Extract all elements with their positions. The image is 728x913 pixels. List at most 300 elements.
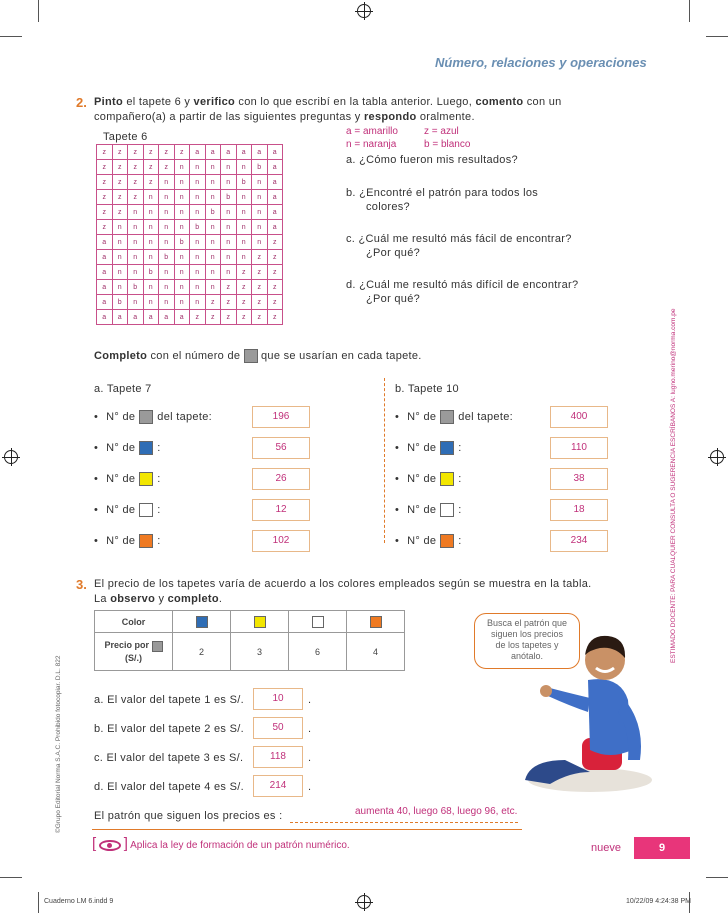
grid-cell: n (174, 160, 190, 175)
bullet: • (395, 473, 400, 485)
color-cell (347, 611, 405, 633)
grid-cell: n (159, 280, 175, 295)
grid-cell: n (221, 220, 237, 235)
grid-cell: n (159, 205, 175, 220)
grid-cell: n (221, 235, 237, 250)
question-b (346, 186, 538, 214)
grid-cell: n (236, 250, 252, 265)
grid-cell: n (236, 190, 252, 205)
footer-note (92, 835, 350, 852)
tapete-label: Tapete 6 (103, 131, 148, 143)
count-row (395, 410, 513, 425)
price-table (94, 610, 405, 671)
answer-box[interactable]: 26 (252, 468, 310, 490)
grid-cell: a (267, 160, 283, 175)
count-row (94, 410, 212, 425)
grid-cell: z (128, 160, 144, 175)
crop-mark (689, 0, 690, 22)
price-row (95, 633, 405, 671)
grid-cell: z (112, 145, 128, 160)
footer-note-text: Aplica la ley de formación de un patrón numérico. (130, 840, 350, 851)
grid-cell: z (128, 175, 144, 190)
registration-mark-icon (357, 895, 371, 909)
grid-cell: z (112, 175, 128, 190)
bubble-line: de los tapetes y (495, 640, 559, 650)
grid-cell: z (267, 265, 283, 280)
row-suffix: del tapete: (157, 411, 212, 423)
white-square-icon (440, 503, 454, 517)
crop-mark (0, 36, 22, 37)
crop-mark (706, 877, 728, 878)
crop-mark (38, 892, 39, 913)
grid-cell: n (190, 265, 206, 280)
text: con lo que escribí en la tabla anterior. Luego, (235, 96, 476, 108)
grid-cell: n (236, 220, 252, 235)
pattern-label: El patrón que siguen los precios es : (94, 810, 283, 822)
grid-row (97, 220, 283, 235)
bullet: • (94, 473, 99, 485)
row-suffix: : (458, 442, 462, 454)
legend-item: b = blanco (424, 139, 471, 150)
grid-row (97, 205, 283, 220)
grid-cell: n (205, 235, 221, 250)
period: . (308, 723, 312, 735)
grid-cell: n (236, 205, 252, 220)
grid-cell: a (252, 145, 268, 160)
section-title: Número, relaciones y operaciones (435, 55, 647, 70)
grid-cell: z (252, 280, 268, 295)
orange-square-icon (139, 534, 153, 548)
grid-cell: z (267, 235, 283, 250)
text: Precio por (104, 640, 149, 651)
grid-cell: n (174, 295, 190, 310)
bullet: • (395, 535, 400, 547)
grid-cell: b (143, 265, 159, 280)
price-answer-box[interactable]: 118 (253, 746, 303, 768)
price-item-label: c. El valor del tapete 3 es S/. (94, 752, 244, 764)
grid-cell: b (252, 160, 268, 175)
count-row (94, 503, 161, 518)
eye-pupil (107, 843, 112, 848)
crop-mark (38, 0, 39, 22)
question-line: colores? (366, 201, 410, 213)
grid-cell: z (112, 160, 128, 175)
grid-cell: b (190, 220, 206, 235)
price-cell: 6 (289, 633, 347, 671)
grid-cell: n (174, 175, 190, 190)
grid-row (97, 175, 283, 190)
grid-cell: n (159, 220, 175, 235)
answer-box[interactable]: 196 (252, 406, 310, 428)
n-de-label: N° de (106, 504, 136, 516)
question-number: 3. (76, 577, 87, 592)
grid-cell: b (174, 235, 190, 250)
gray-square-icon (440, 410, 454, 424)
grid-cell: z (236, 265, 252, 280)
grid-row (97, 280, 283, 295)
grid-cell: n (159, 265, 175, 280)
grid-cell: n (221, 250, 237, 265)
grid-cell: b (159, 250, 175, 265)
grid-cell: a (174, 310, 190, 325)
grid-cell: z (143, 145, 159, 160)
tapete-7-label: a. Tapete 7 (94, 383, 152, 395)
bubble-line: Busca el patrón que (486, 618, 568, 628)
grid-row (97, 250, 283, 265)
gray-square-icon (152, 641, 163, 652)
grid-cell: n (252, 220, 268, 235)
answer-box[interactable]: 18 (550, 499, 608, 521)
grid-cell: n (174, 190, 190, 205)
slug-left: Cuaderno LM 6.indd 9 (44, 898, 114, 905)
yellow-square-icon (254, 616, 266, 628)
grid-cell: z (267, 250, 283, 265)
bullet: • (395, 411, 400, 423)
answer-box[interactable]: 56 (252, 437, 310, 459)
grid-cell: z (236, 295, 252, 310)
eye-icon (99, 840, 121, 851)
n-de-label: N° de (106, 535, 136, 547)
registration-mark-icon (357, 4, 371, 18)
grid-cell: n (143, 205, 159, 220)
grid-cell: n (205, 190, 221, 205)
grid-cell: a (159, 310, 175, 325)
n-de-label: N° de (407, 442, 437, 454)
grid-cell: n (205, 280, 221, 295)
grid-cell: a (236, 145, 252, 160)
grid-cell: n (128, 235, 144, 250)
grid-cell: n (174, 265, 190, 280)
row-suffix: : (157, 442, 161, 454)
question-a: a. ¿Cómo fueron mis resultados? (346, 154, 518, 166)
row-suffix: : (458, 473, 462, 485)
question-line: ¿Por qué? (366, 247, 421, 259)
grid-cell: b (221, 190, 237, 205)
grid-cell: n (159, 295, 175, 310)
orange-square-icon (370, 616, 382, 628)
color-row (95, 611, 405, 633)
question-line: c. ¿Cuál me resultó más fácil de encontrar? (346, 233, 572, 245)
grid-cell: b (112, 295, 128, 310)
grid-cell: z (252, 295, 268, 310)
question-line: d. ¿Cuál me resultó más difícil de encontrar? (346, 279, 579, 291)
grid-cell: z (252, 250, 268, 265)
blue-square-icon (196, 616, 208, 628)
grid-cell: n (112, 265, 128, 280)
price-item-label: a. El valor del tapete 1 es S/. (94, 694, 244, 706)
answer-box[interactable]: 400 (550, 406, 608, 428)
text: y (155, 593, 168, 605)
row-suffix: : (458, 535, 462, 547)
grid-row (97, 310, 283, 325)
price-answer-box[interactable]: 10 (253, 688, 303, 710)
period: . (308, 781, 312, 793)
text: el tapete 6 y (123, 96, 194, 108)
blue-square-icon (139, 441, 153, 455)
bold-word: Completo (94, 350, 148, 362)
grid-cell: n (159, 175, 175, 190)
grid-cell: z (143, 160, 159, 175)
grid-cell: n (205, 250, 221, 265)
grid-cell: n (252, 235, 268, 250)
tapete-6-grid (96, 144, 283, 325)
answer-box[interactable]: 12 (252, 499, 310, 521)
page-number: 9 (658, 842, 666, 854)
crop-mark (0, 877, 22, 878)
text: con el número de (147, 350, 244, 362)
grid-cell: n (190, 175, 206, 190)
grid-cell: n (252, 205, 268, 220)
grid-cell: z (221, 280, 237, 295)
n-de-label: N° de (106, 473, 136, 485)
grid-cell: n (143, 295, 159, 310)
column-divider (384, 378, 385, 543)
grid-cell: z (236, 280, 252, 295)
text: . (218, 593, 223, 605)
bullet: • (94, 535, 99, 547)
grid-cell: a (97, 265, 113, 280)
price-item-label: d. El valor del tapete 4 es S/. (94, 781, 244, 793)
grid-cell: z (128, 190, 144, 205)
question-2-text (94, 95, 604, 125)
gray-square-icon (244, 349, 258, 363)
row-suffix: : (458, 504, 462, 516)
n-de-label: N° de (407, 504, 437, 516)
grid-cell: n (143, 235, 159, 250)
answer-box[interactable]: 110 (550, 437, 608, 459)
grid-cell: z (97, 175, 113, 190)
grid-cell: a (205, 145, 221, 160)
grid-cell: z (174, 145, 190, 160)
grid-row (97, 295, 283, 310)
legend-item: z = azul (424, 126, 459, 137)
grid-cell: a (97, 310, 113, 325)
row-suffix: del tapete: (458, 411, 513, 423)
grid-cell: n (190, 295, 206, 310)
grid-cell: n (128, 250, 144, 265)
grid-cell: n (112, 250, 128, 265)
grid-cell: n (221, 175, 237, 190)
answer-box[interactable]: 102 (252, 530, 310, 552)
registration-mark-icon (710, 450, 724, 464)
grid-cell: n (190, 205, 206, 220)
grid-cell: n (112, 280, 128, 295)
grid-cell: z (221, 310, 237, 325)
white-square-icon (312, 616, 324, 628)
grid-cell: z (205, 295, 221, 310)
grid-cell: z (236, 310, 252, 325)
page-word: nueve (591, 842, 621, 854)
bubble-line: anótalo. (510, 651, 544, 661)
yellow-square-icon (139, 472, 153, 486)
price-answer-box[interactable]: 50 (253, 717, 303, 739)
count-row (395, 441, 462, 456)
text-line (94, 592, 634, 607)
grid-cell: a (267, 220, 283, 235)
row-suffix: : (157, 473, 161, 485)
grid-row (97, 265, 283, 280)
bullet: • (395, 504, 400, 516)
grid-cell: a (143, 310, 159, 325)
color-cell (173, 611, 231, 633)
row-suffix: : (157, 504, 161, 516)
text: que se usarían en cada tapete. (257, 350, 422, 362)
grid-cell: a (267, 175, 283, 190)
grid-cell: z (205, 310, 221, 325)
grid-cell: a (190, 145, 206, 160)
grid-cell: n (143, 280, 159, 295)
color-header: Color (95, 611, 173, 633)
grid-cell: a (97, 250, 113, 265)
bubble-line: siguen los precios (490, 629, 564, 639)
grid-row (97, 190, 283, 205)
pattern-dashed-line (290, 822, 518, 823)
price-cell: 4 (347, 633, 405, 671)
bullet: • (395, 442, 400, 454)
grid-cell: n (205, 175, 221, 190)
text: oralmente. (416, 111, 475, 123)
question-number: 2. (76, 95, 87, 110)
grid-cell: n (221, 265, 237, 280)
grid-cell: n (128, 295, 144, 310)
bullet: • (94, 504, 99, 516)
count-row (94, 441, 161, 456)
question-line: ¿Por qué? (366, 293, 421, 305)
count-row (94, 472, 161, 487)
bracket: ] (123, 835, 128, 852)
grid-row (97, 160, 283, 175)
white-square-icon (139, 503, 153, 517)
question-3-text (94, 577, 634, 607)
side-note-left: ©Grupo Editorial Norma S.A.C. Prohibido fotocopiar. D.L. 822 (55, 655, 62, 833)
page-number-tab (634, 837, 690, 859)
grid-cell: z (267, 295, 283, 310)
grid-cell: z (97, 205, 113, 220)
count-row (395, 503, 462, 518)
grid-cell: n (190, 280, 206, 295)
n-de-label: N° de (106, 411, 136, 423)
question-c (346, 232, 572, 260)
registration-mark-icon (4, 450, 18, 464)
grid-cell: a (97, 280, 113, 295)
row-suffix: : (157, 535, 161, 547)
grid-cell: n (128, 265, 144, 280)
bold-word: observo (110, 593, 156, 605)
grid-cell: z (143, 175, 159, 190)
grid-cell: n (174, 205, 190, 220)
grid-cell: b (236, 175, 252, 190)
grid-cell: n (221, 205, 237, 220)
color-cell (231, 611, 289, 633)
price-header (95, 633, 173, 671)
period: . (308, 752, 312, 764)
grid-cell: z (112, 205, 128, 220)
bold-word: comento (475, 96, 524, 108)
grid-cell: a (221, 145, 237, 160)
grid-cell: z (97, 190, 113, 205)
grid-cell: n (252, 190, 268, 205)
question-d (346, 278, 578, 306)
n-de-label: N° de (407, 411, 437, 423)
tapete-10-label: b. Tapete 10 (395, 383, 459, 395)
grid-cell: z (252, 265, 268, 280)
bullet: • (94, 411, 99, 423)
grid-cell: z (190, 310, 206, 325)
grid-cell: n (205, 265, 221, 280)
grid-cell: a (267, 145, 283, 160)
grid-cell: a (128, 310, 144, 325)
n-de-label: N° de (106, 442, 136, 454)
price-answer-box[interactable]: 214 (253, 775, 303, 797)
grid-cell: a (97, 235, 113, 250)
grid-cell: a (97, 295, 113, 310)
grid-cell: n (143, 250, 159, 265)
text: con un (523, 96, 562, 108)
grid-cell: n (190, 235, 206, 250)
grid-row (97, 145, 283, 160)
grid-cell: n (128, 220, 144, 235)
grid-cell: b (205, 205, 221, 220)
color-legend (346, 125, 506, 151)
yellow-square-icon (440, 472, 454, 486)
side-note-right: ESTIMADO DOCENTE: PARA CUALQUIER CONSULTA O SUGERENCIA ESCRÍBANOS A: lugno.merino@norma.com.pe (670, 308, 677, 663)
bold-word: respondo (363, 111, 417, 123)
legend-item: a = amarillo (346, 126, 398, 137)
grid-cell: z (159, 160, 175, 175)
text: La (94, 593, 111, 605)
grid-row (97, 235, 283, 250)
grid-cell: a (112, 310, 128, 325)
grid-cell: z (97, 220, 113, 235)
grid-cell: z (221, 295, 237, 310)
grid-cell: n (174, 250, 190, 265)
grid-cell: n (159, 235, 175, 250)
crop-mark (706, 36, 728, 37)
legend-item: n = naranja (346, 139, 397, 150)
pattern-answer: aumenta 40, luego 68, luego 96, etc. (355, 806, 518, 817)
grid-cell: a (267, 205, 283, 220)
n-de-label: N° de (407, 473, 437, 485)
grid-cell: z (112, 190, 128, 205)
grid-cell: n (112, 235, 128, 250)
answer-box[interactable]: 234 (550, 530, 608, 552)
grid-cell: n (205, 220, 221, 235)
grid-cell: n (112, 220, 128, 235)
price-cell: 2 (173, 633, 231, 671)
text: (S/.) (125, 652, 142, 663)
grid-cell: n (190, 250, 206, 265)
footer-rule (92, 829, 522, 830)
bold-word: completo (167, 593, 219, 605)
text: compañero(a) a partir de las siguientes preguntas y (94, 111, 364, 123)
grid-cell: n (174, 280, 190, 295)
blue-square-icon (440, 441, 454, 455)
grid-cell: n (128, 205, 144, 220)
grid-cell: n (190, 160, 206, 175)
n-de-label: N° de (407, 535, 437, 547)
grid-cell: n (190, 190, 206, 205)
slug-right: 10/22/09 4:24:38 PM (626, 898, 691, 905)
grid-cell: n (174, 220, 190, 235)
grid-cell: n (221, 160, 237, 175)
completo-instruction (94, 349, 422, 364)
count-row (94, 534, 161, 549)
color-cell (289, 611, 347, 633)
answer-box[interactable]: 38 (550, 468, 608, 490)
grid-cell: b (128, 280, 144, 295)
bold-word: Pinto (94, 96, 123, 108)
grid-cell: z (97, 160, 113, 175)
